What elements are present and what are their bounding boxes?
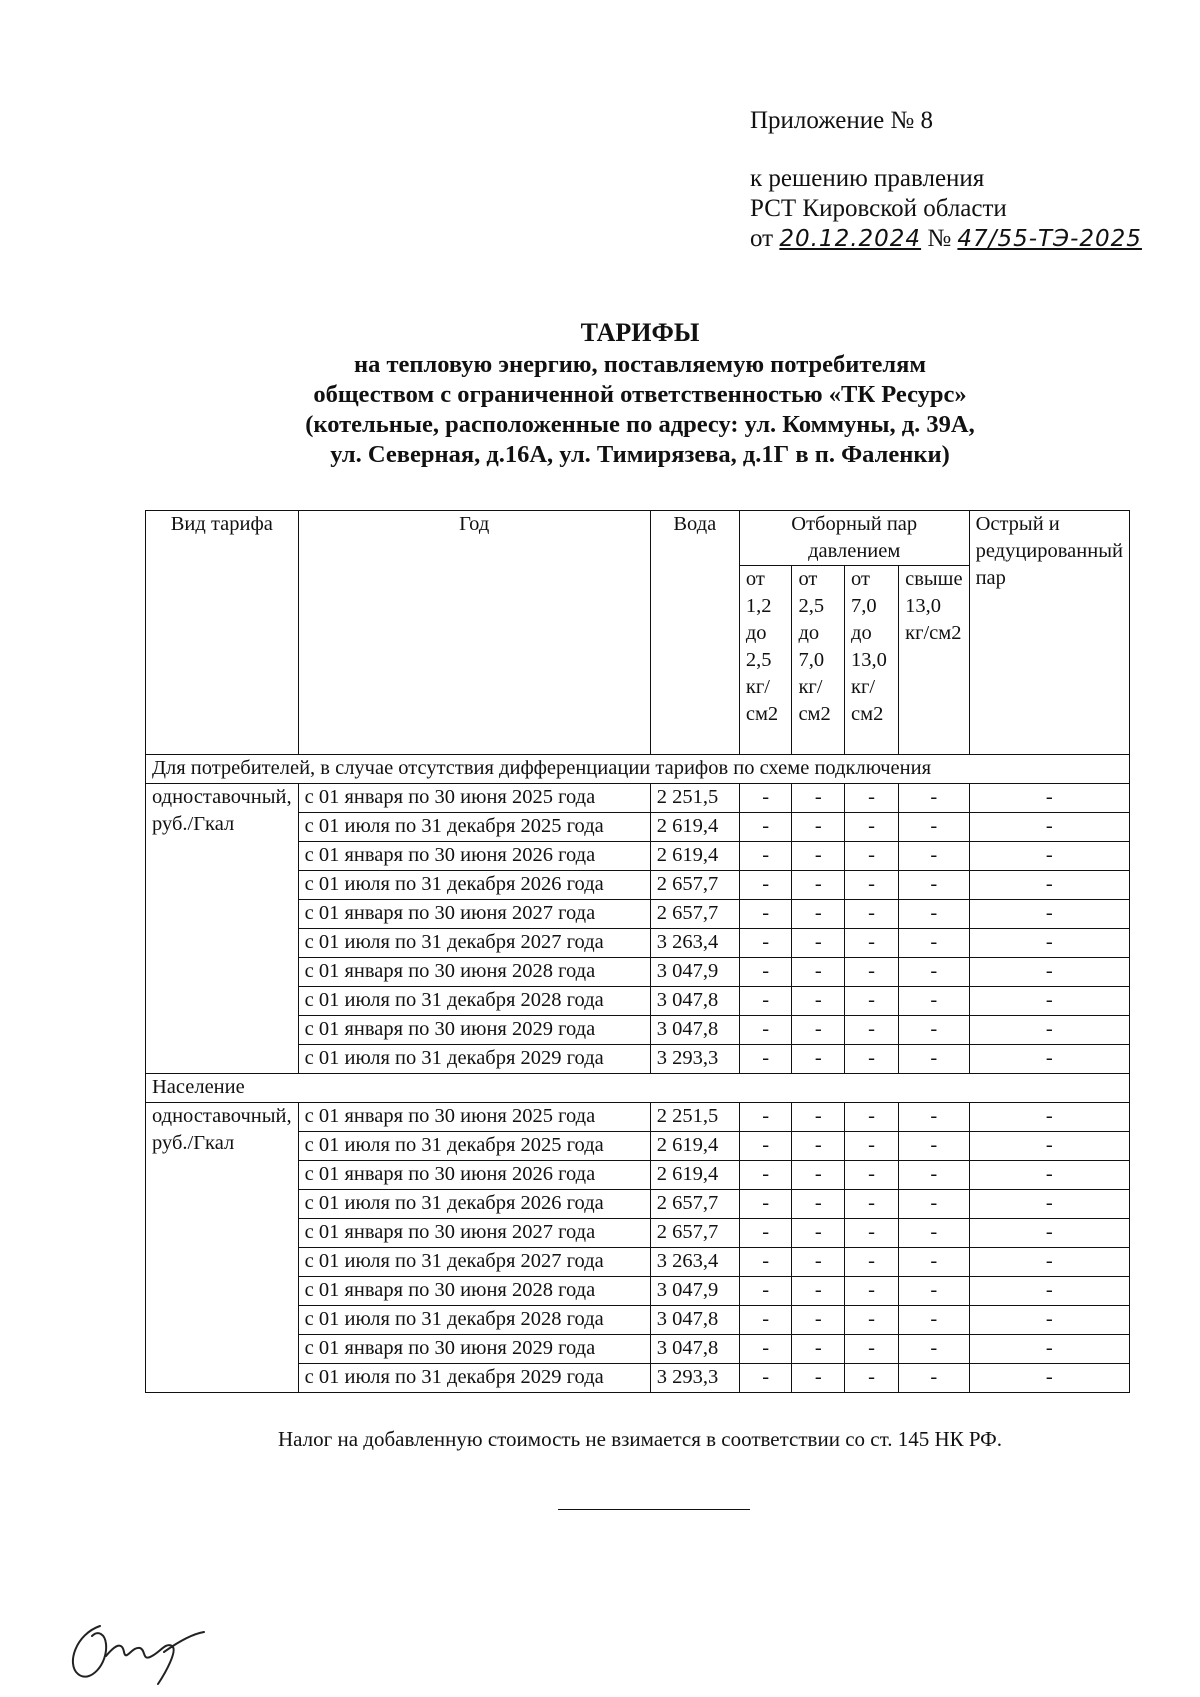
water-value: 3 047,8: [650, 987, 739, 1016]
pressure-4-value: -: [899, 929, 969, 958]
pressure-4-value: -: [899, 1277, 969, 1306]
pressure-4-value: -: [899, 958, 969, 987]
table-row: [146, 1103, 1130, 1132]
pressure-4-value: -: [899, 842, 969, 871]
pressure-3-value: -: [845, 813, 899, 842]
pressure-3-value: -: [845, 1132, 899, 1161]
pressure-3-value: -: [845, 1045, 899, 1074]
pressure-2-value: -: [792, 1161, 845, 1190]
water-value: 2 657,7: [650, 871, 739, 900]
header-year: Год: [298, 511, 650, 755]
pressure-4-value: -: [899, 1016, 969, 1045]
table-body: [146, 755, 1130, 1393]
sharp-steam-value: -: [969, 1364, 1129, 1393]
pressure-2-value: -: [792, 1219, 845, 1248]
water-value: 3 047,9: [650, 1277, 739, 1306]
sharp-steam-value: -: [969, 1335, 1129, 1364]
sharp-steam-value: -: [969, 987, 1129, 1016]
pressure-3-value: -: [845, 1306, 899, 1335]
pressure-3-value: -: [845, 1335, 899, 1364]
pressure-4-value: -: [899, 987, 969, 1016]
table-header-row: [146, 511, 1130, 566]
pressure-4-value: -: [899, 1161, 969, 1190]
pressure-3-value: -: [845, 1016, 899, 1045]
pressure-1-value: -: [739, 1248, 792, 1277]
heading-line-1: на тепловую энергию, поставляемую потребителям: [353, 351, 927, 378]
pressure-3-value: -: [845, 1219, 899, 1248]
sharp-steam-value: -: [969, 1016, 1129, 1045]
pressure-3-value: -: [845, 784, 899, 813]
header-pressure-2: от 2,5 до 7,0 кг/см2: [792, 566, 845, 755]
section-label: Население: [146, 1074, 1130, 1103]
water-value: 2 251,5: [650, 784, 739, 813]
pressure-4-value: -: [899, 813, 969, 842]
pressure-1-value: -: [739, 1190, 792, 1219]
appendix-block: [750, 106, 1142, 254]
water-value: 3 293,3: [650, 1364, 739, 1393]
period-cell: с 01 июля по 31 декабря 2026 года: [298, 1190, 650, 1219]
document-title: ТАРИФЫ: [580, 318, 700, 347]
pressure-2-value: -: [792, 929, 845, 958]
pressure-1-value: -: [739, 813, 792, 842]
pressure-2-value: -: [792, 1190, 845, 1219]
period-cell: с 01 января по 30 июня 2028 года: [298, 958, 650, 987]
header-pressure-1: от 1,2 до 2,5 кг/см2: [739, 566, 792, 755]
period-cell: с 01 июля по 31 декабря 2028 года: [298, 987, 650, 1016]
sharp-steam-value: -: [969, 1161, 1129, 1190]
water-value: 2 657,7: [650, 900, 739, 929]
pressure-1-value: -: [739, 1103, 792, 1132]
heading-line-4: ул. Северная, д.16А, ул. Тимирязева, д.1Г в п. Фаленки): [330, 441, 950, 468]
sharp-steam-value: -: [969, 929, 1129, 958]
pressure-1-value: -: [739, 1016, 792, 1045]
pressure-3-value: -: [845, 900, 899, 929]
decision-number: 47/55-ТЭ-2025: [957, 226, 1142, 252]
heading-line-3: (котельные, расположенные по адресу: ул. Коммуны, д. 39А,: [305, 411, 975, 438]
heading-line-2: обществом с ограниченной ответственностью «ТК Ресурс»: [313, 381, 967, 408]
pressure-3-value: -: [845, 1364, 899, 1393]
pressure-1-value: -: [739, 842, 792, 871]
sharp-steam-value: -: [969, 1103, 1129, 1132]
pressure-3-value: -: [845, 1161, 899, 1190]
header-pressure-4: свыше 13,0 кг/см2: [899, 566, 969, 755]
sharp-steam-value: -: [969, 1219, 1129, 1248]
pressure-1-value: -: [739, 1306, 792, 1335]
sharp-steam-value: -: [969, 842, 1129, 871]
pressure-2-value: -: [792, 813, 845, 842]
sharp-steam-value: -: [969, 1190, 1129, 1219]
sharp-steam-value: -: [969, 900, 1129, 929]
water-value: 3 047,8: [650, 1306, 739, 1335]
period-cell: с 01 июля по 31 декабря 2025 года: [298, 1132, 650, 1161]
sharp-steam-value: -: [969, 1132, 1129, 1161]
sharp-steam-value: -: [969, 1277, 1129, 1306]
water-value: 2 619,4: [650, 1132, 739, 1161]
section-row: [146, 1074, 1130, 1103]
tariff-kind: одноставочный, руб./Гкал: [146, 784, 299, 1074]
header-sharp-steam: Острый и редуцированный пар: [969, 511, 1129, 755]
pressure-3-value: -: [845, 1277, 899, 1306]
period-cell: с 01 июля по 31 декабря 2029 года: [298, 1364, 650, 1393]
pressure-2-value: -: [792, 842, 845, 871]
pressure-2-value: -: [792, 1132, 845, 1161]
section-label: Для потребителей, в случае отсутствия дифференциации тарифов по схеме подключения: [146, 755, 1130, 784]
sharp-steam-value: -: [969, 871, 1129, 900]
pressure-3-value: -: [845, 929, 899, 958]
water-value: 3 047,9: [650, 958, 739, 987]
pressure-1-value: -: [739, 929, 792, 958]
pressure-1-value: -: [739, 784, 792, 813]
pressure-2-value: -: [792, 1045, 845, 1074]
period-cell: с 01 января по 30 июня 2028 года: [298, 1277, 650, 1306]
period-cell: с 01 июля по 31 декабря 2028 года: [298, 1306, 650, 1335]
table-row: [146, 784, 1130, 813]
pressure-4-value: -: [899, 1045, 969, 1074]
period-cell: с 01 января по 30 июня 2027 года: [298, 900, 650, 929]
pressure-2-value: -: [792, 1277, 845, 1306]
pressure-3-value: -: [845, 871, 899, 900]
header-water: Вода: [650, 511, 739, 755]
pressure-3-value: -: [845, 842, 899, 871]
pressure-1-value: -: [739, 1161, 792, 1190]
period-cell: с 01 января по 30 июня 2029 года: [298, 1016, 650, 1045]
water-value: 3 293,3: [650, 1045, 739, 1074]
appendix-line-decision: к решению правления: [750, 165, 985, 192]
period-cell: с 01 января по 30 июня 2027 года: [298, 1219, 650, 1248]
water-value: 2 657,7: [650, 1219, 739, 1248]
pressure-4-value: -: [899, 1248, 969, 1277]
period-cell: с 01 января по 30 июня 2025 года: [298, 784, 650, 813]
pressure-2-value: -: [792, 1103, 845, 1132]
period-cell: с 01 января по 30 июня 2026 года: [298, 1161, 650, 1190]
water-value: 3 263,4: [650, 1248, 739, 1277]
pressure-3-value: -: [845, 987, 899, 1016]
pressure-2-value: -: [792, 1364, 845, 1393]
appendix-title: Приложение № 8: [750, 107, 934, 134]
pressure-2-value: -: [792, 1248, 845, 1277]
pressure-2-value: -: [792, 1016, 845, 1045]
header-kind: Вид тарифа: [146, 511, 299, 755]
tariff-kind: одноставочный, руб./Гкал: [146, 1103, 299, 1393]
period-cell: с 01 июля по 31 декабря 2027 года: [298, 1248, 650, 1277]
pressure-4-value: -: [899, 900, 969, 929]
pressure-1-value: -: [739, 987, 792, 1016]
pressure-4-value: -: [899, 1306, 969, 1335]
pressure-2-value: -: [792, 784, 845, 813]
pressure-4-value: -: [899, 784, 969, 813]
pressure-1-value: -: [739, 1277, 792, 1306]
section-row: [146, 755, 1130, 784]
pressure-2-value: -: [792, 987, 845, 1016]
pressure-2-value: -: [792, 1306, 845, 1335]
pressure-2-value: -: [792, 958, 845, 987]
sharp-steam-value: -: [969, 1306, 1129, 1335]
pressure-1-value: -: [739, 958, 792, 987]
vat-footnote: Налог на добавленную стоимость не взимается в соответствии со ст. 145 НК РФ.: [277, 1427, 1003, 1451]
water-value: 3 047,8: [650, 1335, 739, 1364]
sharp-steam-value: -: [969, 813, 1129, 842]
water-value: 2 619,4: [650, 1161, 739, 1190]
sharp-steam-value: -: [969, 1248, 1129, 1277]
header-pressure-3: от 7,0 до 13,0 кг/см2: [845, 566, 899, 755]
from-label: от: [750, 225, 774, 252]
pressure-1-value: -: [739, 871, 792, 900]
pressure-3-value: -: [845, 1103, 899, 1132]
signature-icon: [62, 1612, 222, 1692]
period-cell: с 01 июля по 31 декабря 2027 года: [298, 929, 650, 958]
sharp-steam-value: -: [969, 1045, 1129, 1074]
water-value: 2 619,4: [650, 842, 739, 871]
period-cell: с 01 января по 30 июня 2029 года: [298, 1335, 650, 1364]
sharp-steam-value: -: [969, 784, 1129, 813]
water-value: 3 047,8: [650, 1016, 739, 1045]
pressure-4-value: -: [899, 1103, 969, 1132]
pressure-4-value: -: [899, 1364, 969, 1393]
period-cell: с 01 июля по 31 декабря 2025 года: [298, 813, 650, 842]
closing-rule: [558, 1509, 750, 1510]
pressure-4-value: -: [899, 1335, 969, 1364]
pressure-3-value: -: [845, 1248, 899, 1277]
number-label: №: [927, 225, 952, 252]
pressure-4-value: -: [899, 1190, 969, 1219]
pressure-3-value: -: [845, 958, 899, 987]
pressure-4-value: -: [899, 871, 969, 900]
period-cell: с 01 января по 30 июня 2026 года: [298, 842, 650, 871]
pressure-1-value: -: [739, 900, 792, 929]
header-steam-group: Отборный пар давлением: [739, 511, 969, 566]
appendix-line-date-number: [750, 224, 1142, 254]
pressure-1-value: -: [739, 1219, 792, 1248]
pressure-2-value: -: [792, 900, 845, 929]
pressure-1-value: -: [739, 1364, 792, 1393]
water-value: 2 619,4: [650, 813, 739, 842]
pressure-3-value: -: [845, 1190, 899, 1219]
pressure-4-value: -: [899, 1132, 969, 1161]
period-cell: с 01 июля по 31 декабря 2026 года: [298, 871, 650, 900]
period-cell: с 01 июля по 31 декабря 2029 года: [298, 1045, 650, 1074]
pressure-1-value: -: [739, 1132, 792, 1161]
pressure-1-value: -: [739, 1335, 792, 1364]
pressure-2-value: -: [792, 1335, 845, 1364]
pressure-2-value: -: [792, 871, 845, 900]
period-cell: с 01 января по 30 июня 2025 года: [298, 1103, 650, 1132]
sharp-steam-value: -: [969, 958, 1129, 987]
water-value: 2 657,7: [650, 1190, 739, 1219]
tariff-table: [145, 510, 1130, 1393]
water-value: 3 263,4: [650, 929, 739, 958]
water-value: 2 251,5: [650, 1103, 739, 1132]
appendix-line-authority: РСТ Кировской области: [750, 195, 1007, 222]
pressure-1-value: -: [739, 1045, 792, 1074]
document-heading: [140, 318, 1140, 470]
pressure-4-value: -: [899, 1219, 969, 1248]
decision-date: 20.12.2024: [779, 226, 922, 252]
